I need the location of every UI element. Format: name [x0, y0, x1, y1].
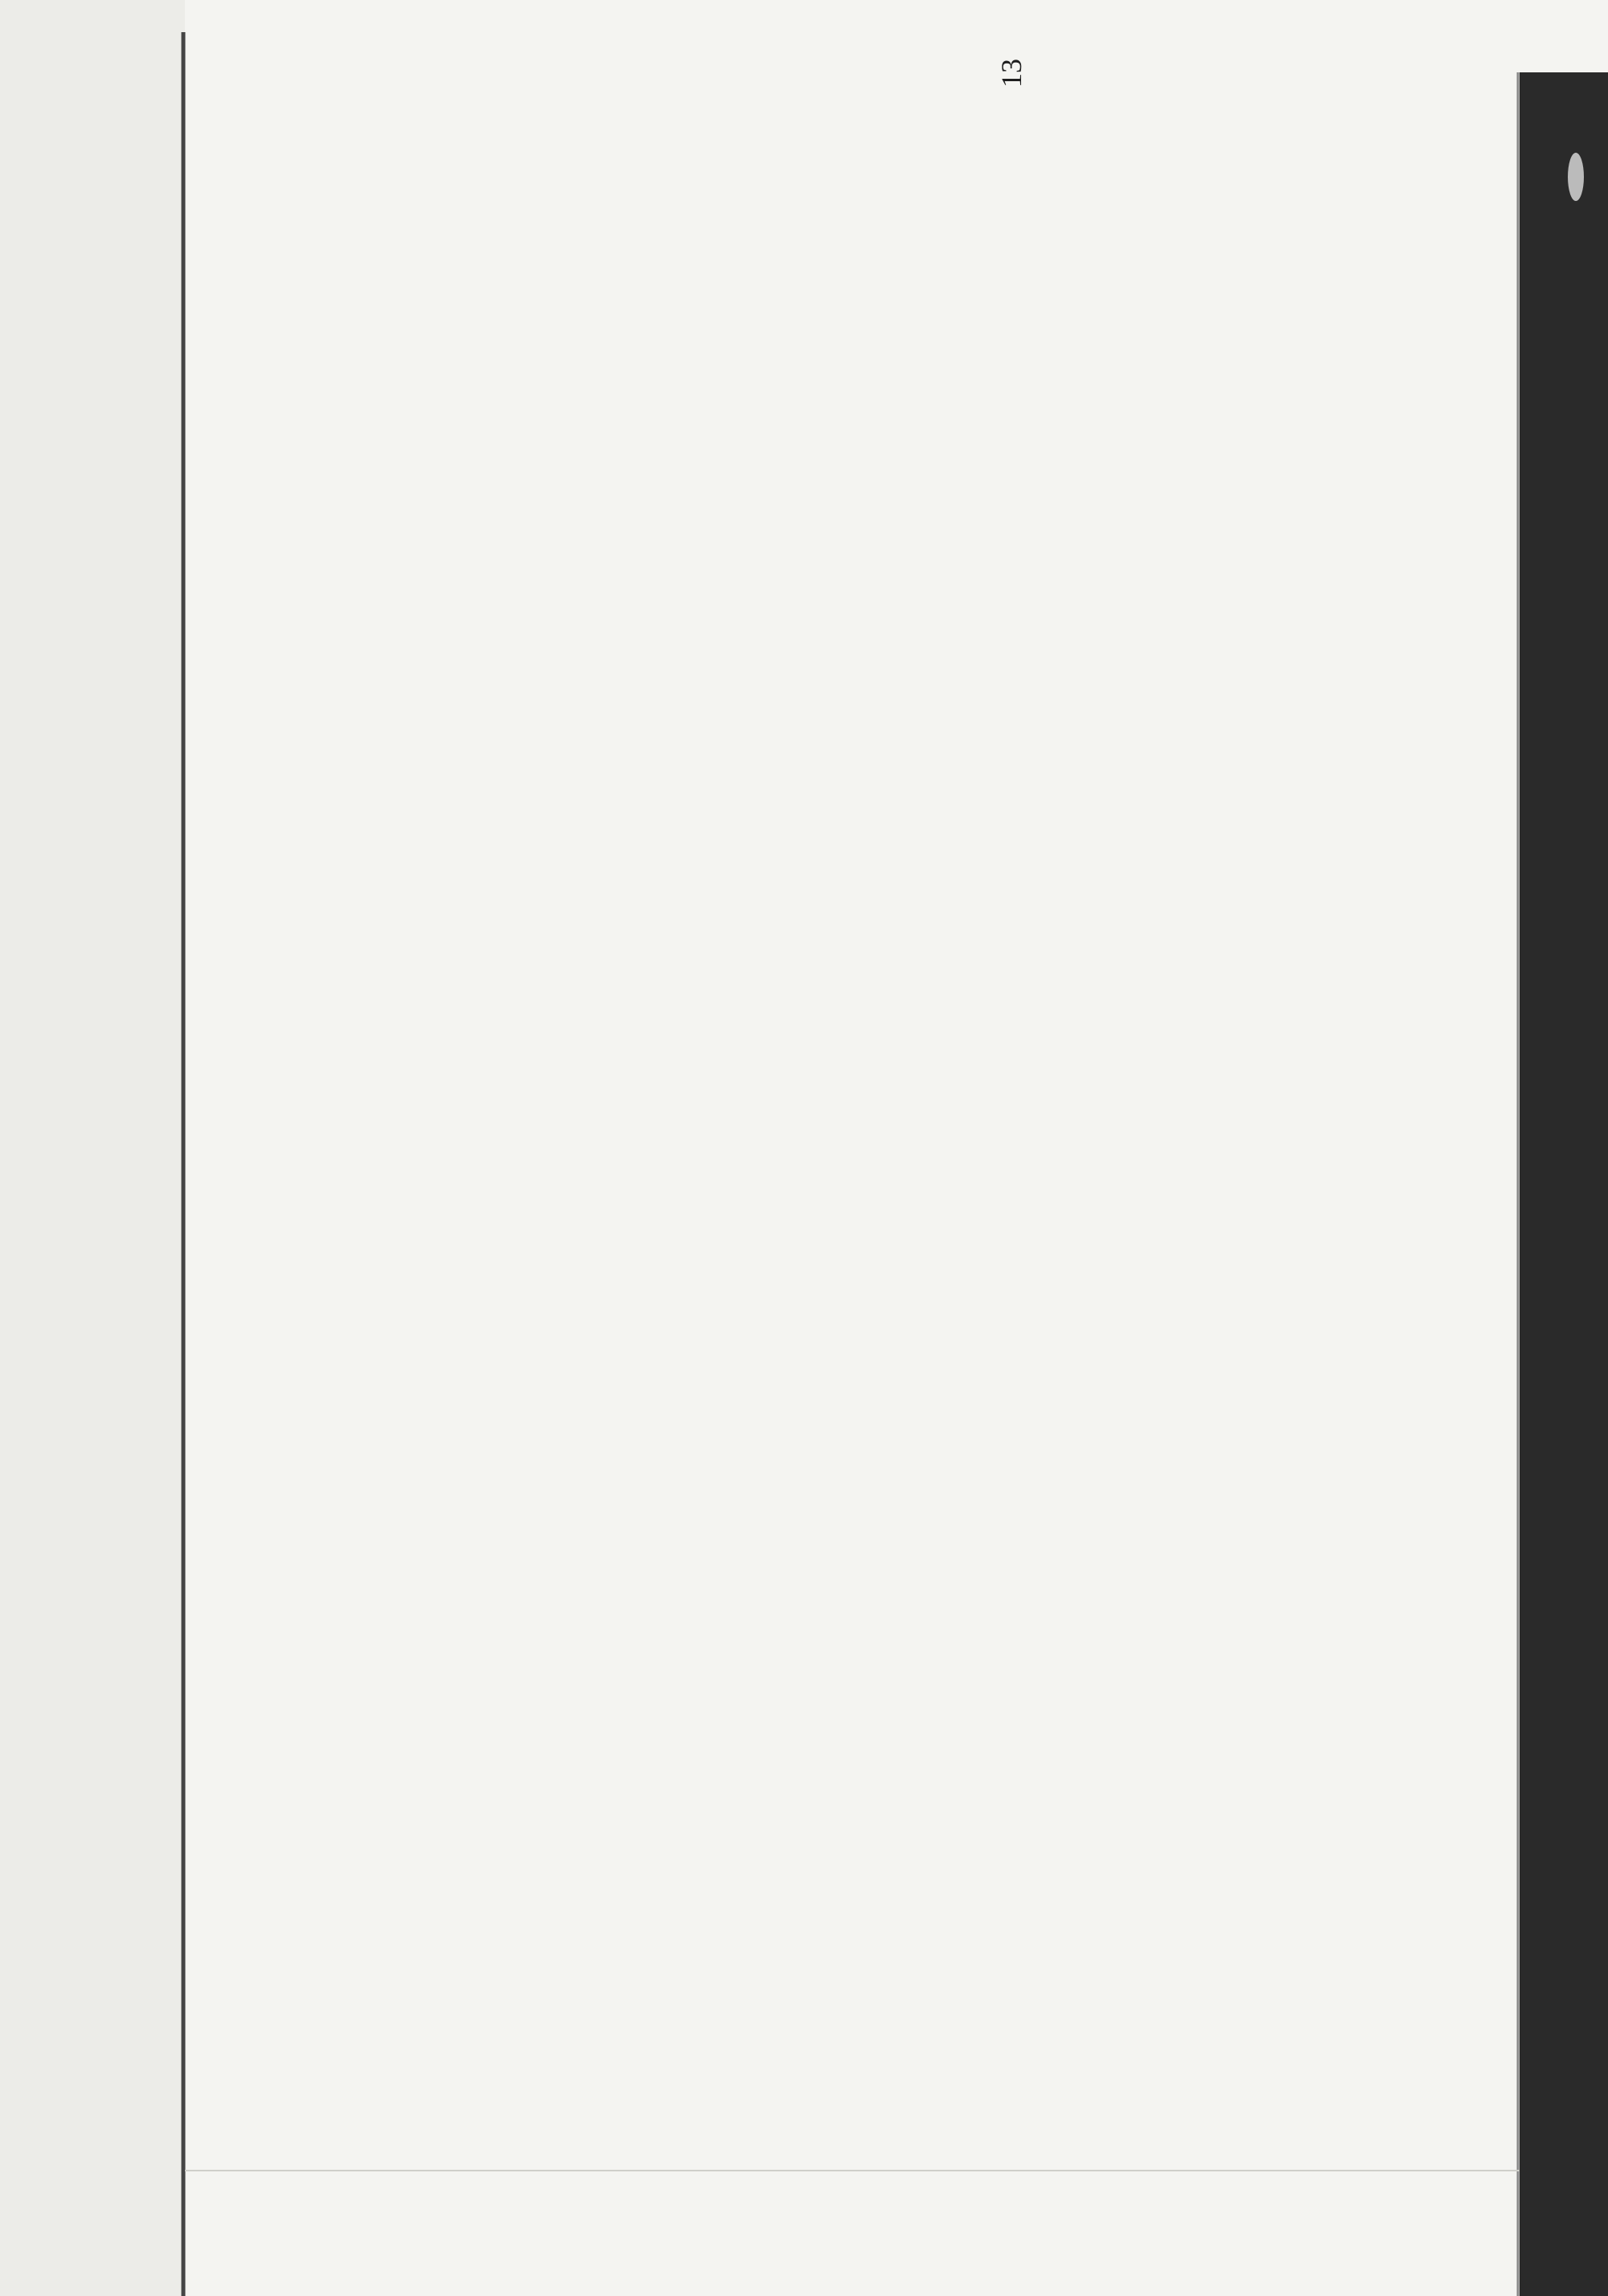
page-number: 13	[995, 59, 1028, 88]
